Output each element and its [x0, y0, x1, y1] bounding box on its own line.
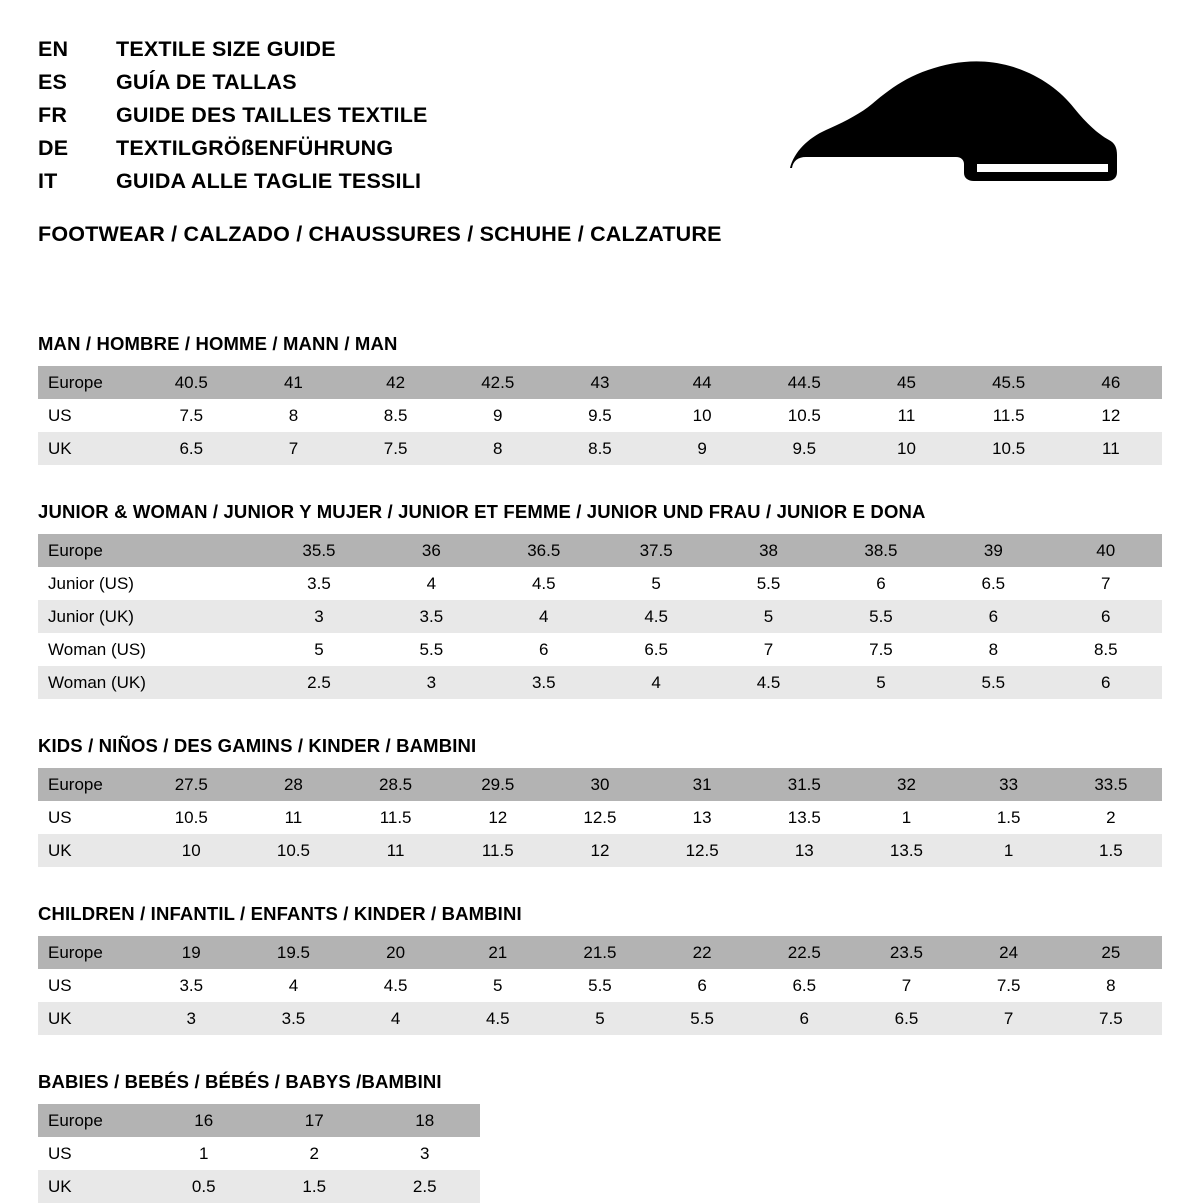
cell: 5 — [447, 969, 549, 1002]
cell: 6 — [1050, 600, 1162, 633]
language-code-de: DE — [38, 136, 69, 160]
cell: 1.5 — [259, 1170, 370, 1203]
cell: 5.5 — [651, 1002, 753, 1035]
cell: 6 — [651, 969, 753, 1002]
cell: 19.5 — [242, 936, 344, 969]
cell: 6.5 — [855, 1002, 957, 1035]
row-label: Woman (US) — [38, 633, 150, 666]
language-code-fr: FR — [38, 103, 68, 127]
language-title-fr: GUIDE DES TAILLES TEXTILE — [116, 103, 428, 127]
row-label: Europe — [38, 768, 140, 801]
cell: 27.5 — [140, 768, 242, 801]
cell: 4.5 — [600, 600, 712, 633]
cell: 38 — [712, 534, 824, 567]
cell: 4 — [242, 969, 344, 1002]
cell: 4.5 — [345, 969, 447, 1002]
row-label: Europe — [38, 366, 140, 399]
cell: 8.5 — [1050, 633, 1162, 666]
cell: 33 — [958, 768, 1060, 801]
size-table-children — [38, 936, 1162, 1035]
row-label: UK — [38, 1170, 149, 1203]
cell: 5 — [263, 633, 375, 666]
size-table-junior-woman — [38, 534, 1162, 699]
cell: 39 — [937, 534, 1049, 567]
cell: 13 — [753, 834, 855, 867]
cell: 44.5 — [753, 366, 855, 399]
cell: 1.5 — [958, 801, 1060, 834]
cell: 11 — [242, 801, 344, 834]
cell: 28.5 — [345, 768, 447, 801]
cell: 10 — [140, 834, 242, 867]
cell: 22 — [651, 936, 753, 969]
language-title-it: GUIDA ALLE TAGLIE TESSILI — [116, 169, 422, 193]
cell: 8 — [1060, 969, 1162, 1002]
cell: 5 — [549, 1002, 651, 1035]
cell: 22.5 — [753, 936, 855, 969]
cell: 11 — [345, 834, 447, 867]
table-row — [38, 801, 1162, 834]
row-label: Europe — [38, 1104, 149, 1137]
cell: 7 — [712, 633, 824, 666]
cell: 12 — [447, 801, 549, 834]
cell: 7.5 — [1060, 1002, 1162, 1035]
cell: 6.5 — [937, 567, 1049, 600]
cell: 3.5 — [375, 600, 487, 633]
cell: 9.5 — [753, 432, 855, 465]
cell: 4 — [345, 1002, 447, 1035]
row-label: Europe — [38, 936, 140, 969]
cell: 1.5 — [1060, 834, 1162, 867]
table-row — [38, 1104, 480, 1137]
cell: 45 — [855, 366, 957, 399]
cell: 41 — [242, 366, 344, 399]
row-label: Europe — [38, 534, 150, 567]
cell: 8 — [447, 432, 549, 465]
cell: 5 — [600, 567, 712, 600]
cell: 20 — [345, 936, 447, 969]
cell: 13 — [651, 801, 753, 834]
cell: 10 — [651, 399, 753, 432]
cell: 25 — [1060, 936, 1162, 969]
row-label: UK — [38, 432, 140, 465]
cell: 10.5 — [958, 432, 1060, 465]
cell — [150, 534, 262, 567]
cell: 9.5 — [549, 399, 651, 432]
cell: 36.5 — [488, 534, 600, 567]
language-code-es: ES — [38, 70, 68, 94]
cell: 5.5 — [549, 969, 651, 1002]
section-title-kids: KIDS / NIÑOS / DES GAMINS / KINDER / BAMBINI — [38, 735, 477, 756]
cell: 7 — [242, 432, 344, 465]
cell: 13.5 — [753, 801, 855, 834]
dress-shoe-icon — [768, 60, 1118, 190]
cell: 31 — [651, 768, 753, 801]
language-code-en: EN — [38, 37, 69, 61]
cell: 3.5 — [488, 666, 600, 699]
table-row — [38, 600, 1162, 633]
cell: 18 — [370, 1104, 481, 1137]
table-row — [38, 936, 1162, 969]
table-row — [38, 432, 1162, 465]
cell: 7 — [855, 969, 957, 1002]
cell: 4.5 — [447, 1002, 549, 1035]
cell: 11.5 — [447, 834, 549, 867]
cell: 45.5 — [958, 366, 1060, 399]
cell: 8.5 — [549, 432, 651, 465]
cell: 5.5 — [825, 600, 937, 633]
cell: 7 — [1050, 567, 1162, 600]
cell: 8 — [242, 399, 344, 432]
cell: 2.5 — [370, 1170, 481, 1203]
cell: 42.5 — [447, 366, 549, 399]
cell: 11 — [855, 399, 957, 432]
row-label: US — [38, 1137, 149, 1170]
table-row — [38, 1170, 480, 1203]
cell: 6.5 — [600, 633, 712, 666]
cell: 2 — [259, 1137, 370, 1170]
cell: 7 — [958, 1002, 1060, 1035]
table-row — [38, 768, 1162, 801]
cell: 12 — [1060, 399, 1162, 432]
cell: 38.5 — [825, 534, 937, 567]
cell: 33.5 — [1060, 768, 1162, 801]
cell: 32 — [855, 768, 957, 801]
section-title-babies: BABIES / BEBÉS / BÉBÉS / BABYS /BAMBINI — [38, 1071, 442, 1092]
cell: 7.5 — [825, 633, 937, 666]
cell: 6 — [753, 1002, 855, 1035]
table-row — [38, 633, 1162, 666]
row-label: UK — [38, 834, 140, 867]
cell: 12 — [549, 834, 651, 867]
cell: 3.5 — [242, 1002, 344, 1035]
cell: 9 — [447, 399, 549, 432]
table-row — [38, 399, 1162, 432]
cell: 10.5 — [140, 801, 242, 834]
language-title-en: TEXTILE SIZE GUIDE — [116, 37, 336, 61]
cell: 30 — [549, 768, 651, 801]
cell: 4.5 — [488, 567, 600, 600]
cell: 11 — [1060, 432, 1162, 465]
size-table-babies — [38, 1104, 480, 1203]
cell: 40 — [1050, 534, 1162, 567]
cell: 4 — [375, 567, 487, 600]
row-label: US — [38, 969, 140, 1002]
cell: 5.5 — [937, 666, 1049, 699]
row-label: Junior (US) — [38, 567, 150, 600]
row-label: Junior (UK) — [38, 600, 150, 633]
cell: 17 — [259, 1104, 370, 1137]
cell: 37.5 — [600, 534, 712, 567]
cell: 8.5 — [345, 399, 447, 432]
cell: 5.5 — [712, 567, 824, 600]
cell: 12.5 — [549, 801, 651, 834]
cell: 13.5 — [855, 834, 957, 867]
cell: 1 — [149, 1137, 260, 1170]
language-title-es: GUÍA DE TALLAS — [116, 70, 297, 94]
cell: 1 — [855, 801, 957, 834]
cell: 35.5 — [263, 534, 375, 567]
cell: 24 — [958, 936, 1060, 969]
cell: 6 — [937, 600, 1049, 633]
cell: 7.5 — [958, 969, 1060, 1002]
table-row — [38, 366, 1162, 399]
cell: 23.5 — [855, 936, 957, 969]
cell: 4 — [488, 600, 600, 633]
cell: 5 — [825, 666, 937, 699]
section-babies — [38, 1071, 1162, 1203]
cell: 6 — [1050, 666, 1162, 699]
cell: 16 — [149, 1104, 260, 1137]
cell: 31.5 — [753, 768, 855, 801]
cell: 3 — [140, 1002, 242, 1035]
cell: 3.5 — [263, 567, 375, 600]
cell: 28 — [242, 768, 344, 801]
language-code-it: IT — [38, 169, 58, 193]
cell: 43 — [549, 366, 651, 399]
cell: 1 — [958, 834, 1060, 867]
cell — [150, 600, 262, 633]
cell: 7.5 — [140, 399, 242, 432]
page-header — [38, 34, 1162, 197]
table-row — [38, 1137, 480, 1170]
cell: 3 — [370, 1137, 481, 1170]
cell: 5.5 — [375, 633, 487, 666]
table-row — [38, 666, 1162, 699]
cell: 0.5 — [149, 1170, 260, 1203]
cell: 44 — [651, 366, 753, 399]
table-row — [38, 534, 1162, 567]
table-row — [38, 834, 1162, 867]
section-man — [38, 333, 1162, 465]
cell: 4.5 — [712, 666, 824, 699]
category-line: FOOTWEAR / CALZADO / CHAUSSURES / SCHUHE / CALZATURE — [38, 222, 722, 246]
cell: 11.5 — [345, 801, 447, 834]
row-label: US — [38, 399, 140, 432]
table-row — [38, 1002, 1162, 1035]
cell: 21 — [447, 936, 549, 969]
cell: 6.5 — [140, 432, 242, 465]
cell: 10.5 — [242, 834, 344, 867]
cell: 42 — [345, 366, 447, 399]
cell: 6 — [488, 633, 600, 666]
cell — [150, 666, 262, 699]
section-title-junior-woman: JUNIOR & WOMAN / JUNIOR Y MUJER / JUNIOR ET FEMME / JUNIOR UND FRAU / JUNIOR E DONA — [38, 501, 926, 522]
language-title-de: TEXTILGRÖßENFÜHRUNG — [116, 136, 394, 160]
section-title-man: MAN / HOMBRE / HOMME / MANN / MAN — [38, 333, 398, 354]
section-title-children: CHILDREN / INFANTIL / ENFANTS / KINDER / BAMBINI — [38, 903, 522, 924]
cell: 10 — [855, 432, 957, 465]
cell: 29.5 — [447, 768, 549, 801]
section-children — [38, 903, 1162, 1035]
cell: 2.5 — [263, 666, 375, 699]
size-table-kids — [38, 768, 1162, 867]
cell: 9 — [651, 432, 753, 465]
table-row — [38, 567, 1162, 600]
cell: 7.5 — [345, 432, 447, 465]
row-label: UK — [38, 1002, 140, 1035]
cell — [150, 633, 262, 666]
size-table-man — [38, 366, 1162, 465]
cell: 40.5 — [140, 366, 242, 399]
cell: 3 — [375, 666, 487, 699]
cell: 21.5 — [549, 936, 651, 969]
cell: 36 — [375, 534, 487, 567]
cell: 5 — [712, 600, 824, 633]
row-label: Woman (UK) — [38, 666, 150, 699]
cell: 46 — [1060, 366, 1162, 399]
cell — [150, 567, 262, 600]
cell: 3.5 — [140, 969, 242, 1002]
section-junior-woman — [38, 501, 1162, 699]
cell: 19 — [140, 936, 242, 969]
row-label: US — [38, 801, 140, 834]
table-row — [38, 969, 1162, 1002]
cell: 6.5 — [753, 969, 855, 1002]
language-title-list — [38, 34, 428, 197]
cell: 12.5 — [651, 834, 753, 867]
cell: 4 — [600, 666, 712, 699]
cell: 3 — [263, 600, 375, 633]
cell: 11.5 — [958, 399, 1060, 432]
section-kids — [38, 735, 1162, 867]
cell: 6 — [825, 567, 937, 600]
cell: 2 — [1060, 801, 1162, 834]
cell: 8 — [937, 633, 1049, 666]
cell: 10.5 — [753, 399, 855, 432]
